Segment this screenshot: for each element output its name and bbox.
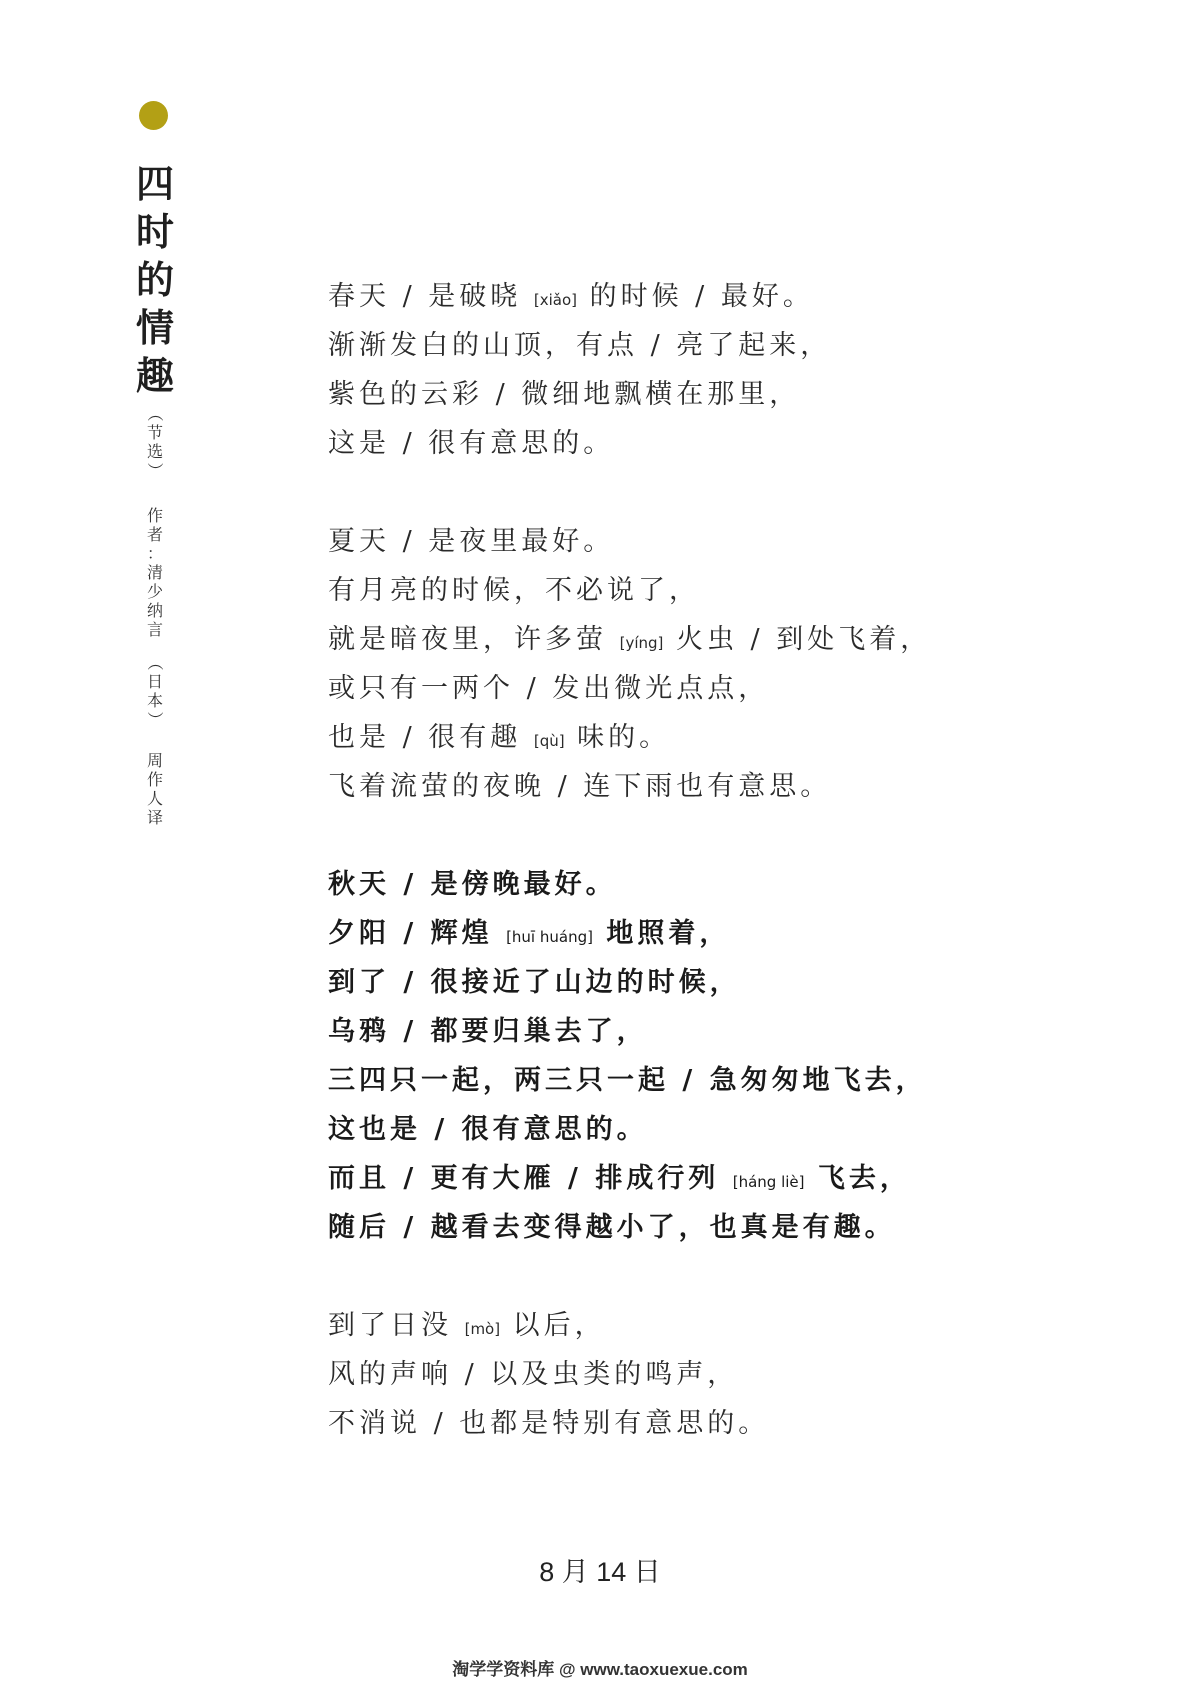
poem-line: 这也是 / 很有意思的。 — [328, 1114, 648, 1145]
poem-line: 到了 / 很接近了山边的时候， — [328, 967, 741, 998]
decorative-dot — [139, 101, 168, 130]
pinyin-annotation: [qù] — [533, 732, 565, 750]
pinyin-annotation: [mò] — [464, 1320, 501, 1338]
title-column — [132, 160, 178, 827]
excerpt-note: （ 节 选 ） — [145, 405, 165, 479]
title-char: 时 — [135, 209, 174, 254]
stanza-spring — [328, 272, 1148, 468]
poem-line: 不消说 / 也都是特别有意思的。 — [328, 1408, 770, 1439]
pinyin-annotation: [huī huáng] — [506, 928, 593, 946]
poem-body — [328, 272, 1148, 1448]
title-char: 趣 — [135, 353, 174, 398]
stanza-winter-evening — [328, 1301, 1148, 1448]
translator-credit: 周 作 人 译 — [146, 751, 163, 827]
pinyin-annotation: [háng liè] — [732, 1173, 805, 1191]
poem-line: 有月亮的时候，不必说了， — [328, 575, 700, 606]
poem-title — [132, 160, 178, 400]
poem-line: 春天 / 是破晓 [xiǎo] 的时候 / 最好。 — [328, 281, 814, 312]
poem-line: 夕阳 / 辉煌 [huī huáng] 地照着， — [328, 918, 731, 949]
poem-line: 到了日没 [mò] 以后， — [328, 1310, 606, 1341]
poem-line: 飞着流萤的夜晚 / 连下雨也有意思。 — [328, 771, 832, 802]
pinyin-annotation: [yíng] — [619, 634, 664, 652]
poem-line: 风的声响 / 以及虫类的鸣声， — [328, 1359, 739, 1390]
poem-line: 紫色的云彩 / 微细地飘横在那里， — [328, 379, 801, 410]
stanza-autumn — [328, 860, 1148, 1252]
title-char: 的 — [135, 257, 174, 302]
poem-line: 三四只一起，两三只一起 / 急匆匆地飞去， — [328, 1065, 927, 1096]
poem-line: 就是暗夜里，许多萤 [yíng] 火虫 / 到处飞着， — [328, 624, 932, 655]
poem-line: 也是 / 很有趣 [qù] 味的。 — [328, 722, 671, 753]
page-date: 8 月 14 日 — [539, 1557, 661, 1587]
source-footer: 淘学学资料库 @ www.taoxuexue.com — [452, 1660, 748, 1679]
author-country: （ 日 本 ） — [145, 654, 165, 728]
poem-line: 秋天 / 是傍晚最好。 — [328, 869, 617, 900]
poem-line: 而且 / 更有大雁 / 排成行列 [háng liè] 飞去， — [328, 1163, 911, 1194]
poem-line: 乌鸦 / 都要归巢去了， — [328, 1016, 648, 1047]
poem-line: 随后 / 越看去变得越小了，也真是有趣。 — [328, 1212, 896, 1243]
poem-line: 渐渐发白的山顶，有点 / 亮了起来， — [328, 330, 832, 361]
poem-line: 或只有一两个 / 发出微光点点， — [328, 673, 770, 704]
stanza-summer — [328, 517, 1148, 811]
poem-line: 夏天 / 是夜里最好。 — [328, 526, 615, 557]
title-char: 情 — [135, 305, 174, 350]
pinyin-annotation: [xiǎo] — [533, 291, 577, 309]
author-credit: 作 者 ： 清 少 纳 言 — [146, 506, 163, 639]
poem-line: 这是 / 很有意思的。 — [328, 428, 615, 459]
title-char: 四 — [135, 161, 174, 206]
